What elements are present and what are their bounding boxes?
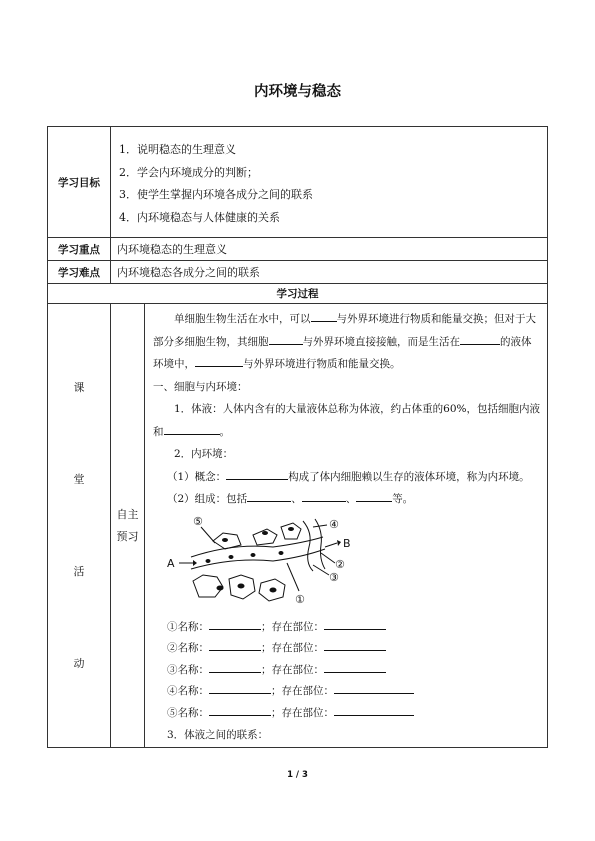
location-blank[interactable] [324,618,386,630]
name-blank[interactable] [209,704,271,716]
blank-field[interactable] [195,355,243,367]
fill-row: ④名称： ；存在部位： [153,681,541,703]
activity-char: 动 [73,656,85,670]
goal-item: 1．说明稳态的生理意义 [119,143,236,156]
goals-label: 学习目标 [48,127,111,238]
name-blank[interactable] [209,639,261,651]
study-table [47,126,548,748]
body-fluid-item: 1．体液：人体内含有的大量液体总称为体液，约占体重的60%，包括细胞内液和 。 [153,403,541,438]
name-blank[interactable] [209,618,261,630]
activity-char: 堂 [73,472,85,486]
process-header: 学习过程 [48,284,548,304]
diagram-label-a: A [167,556,175,570]
activity-char: 课 [73,380,85,394]
key-label: 学习重点 [48,238,111,261]
blank-field[interactable] [302,490,346,502]
fill-row: ②名称： ；存在部位： [153,638,541,660]
location-blank[interactable] [334,704,414,716]
capillary-diagram [153,513,373,613]
tissue-diagram [153,513,541,613]
diagram-label-3: ③ [329,570,339,584]
blank-field[interactable] [311,310,337,322]
section-heading: 一、细胞与内环境： [153,380,248,393]
fluid-relation-item: 3．体液之间的联系： [167,729,269,741]
page-number: 1 / 3 [287,770,308,780]
fill-row: ①名称： ；存在部位： [153,617,541,639]
name-blank[interactable] [209,661,261,673]
diagram-label-b: B [343,536,351,550]
fill-row: ③名称： ；存在部位： [153,660,541,682]
goal-item: 3．使学生掌握内环境各成分之间的联系 [119,188,313,201]
diagram-label-4: ④ [329,517,339,531]
goals-list [111,127,548,238]
preview-content [145,304,548,748]
concept-item: （1）概念： 构成了体内细胞赖以生存的液体环境，称为内环境。 [153,466,541,489]
difficulty-text: 内环境稳态各成分之间的联系 [111,261,548,284]
blank-field[interactable] [164,423,220,435]
intro-paragraph: 单细胞生物生活在水中，可以 与外界环境进行物质和能量交换；但对于大部分多细胞生物，其细胞 与外界环境直接接触，而是生活在 的液体环境中， 与外界环境进行物质和能量交换。 [153,308,541,376]
activity-char: 活 [73,564,85,578]
preview-label: 自主 预习 [111,304,145,748]
diagram-label-5: ⑤ [193,514,203,528]
diagram-label-2: ② [335,557,345,571]
blank-field[interactable] [269,333,303,345]
page-title: 内环境与稳态 [254,84,341,100]
location-blank[interactable] [334,682,414,694]
fill-row: ⑤名称： ；存在部位： [153,703,541,725]
blank-field[interactable] [356,490,392,502]
goal-item: 4．内环境稳态与人体健康的关系 [119,210,280,224]
blank-field[interactable] [226,468,288,480]
blank-field[interactable] [460,333,500,345]
diagram-label-1: ① [295,592,305,606]
composition-item: （2）组成：包括 、 、 等。 [153,488,541,511]
location-blank[interactable] [324,661,386,673]
location-blank[interactable] [324,639,386,651]
key-text: 内环境稳态的生理意义 [111,238,548,261]
activity-label [48,304,111,748]
difficulty-label: 学习难点 [48,261,111,284]
internal-env-item: 2．内环境： [174,448,234,460]
blank-field[interactable] [247,490,291,502]
goal-item: 2．学会内环境成分的判断； [119,165,258,179]
name-blank[interactable] [209,682,271,694]
